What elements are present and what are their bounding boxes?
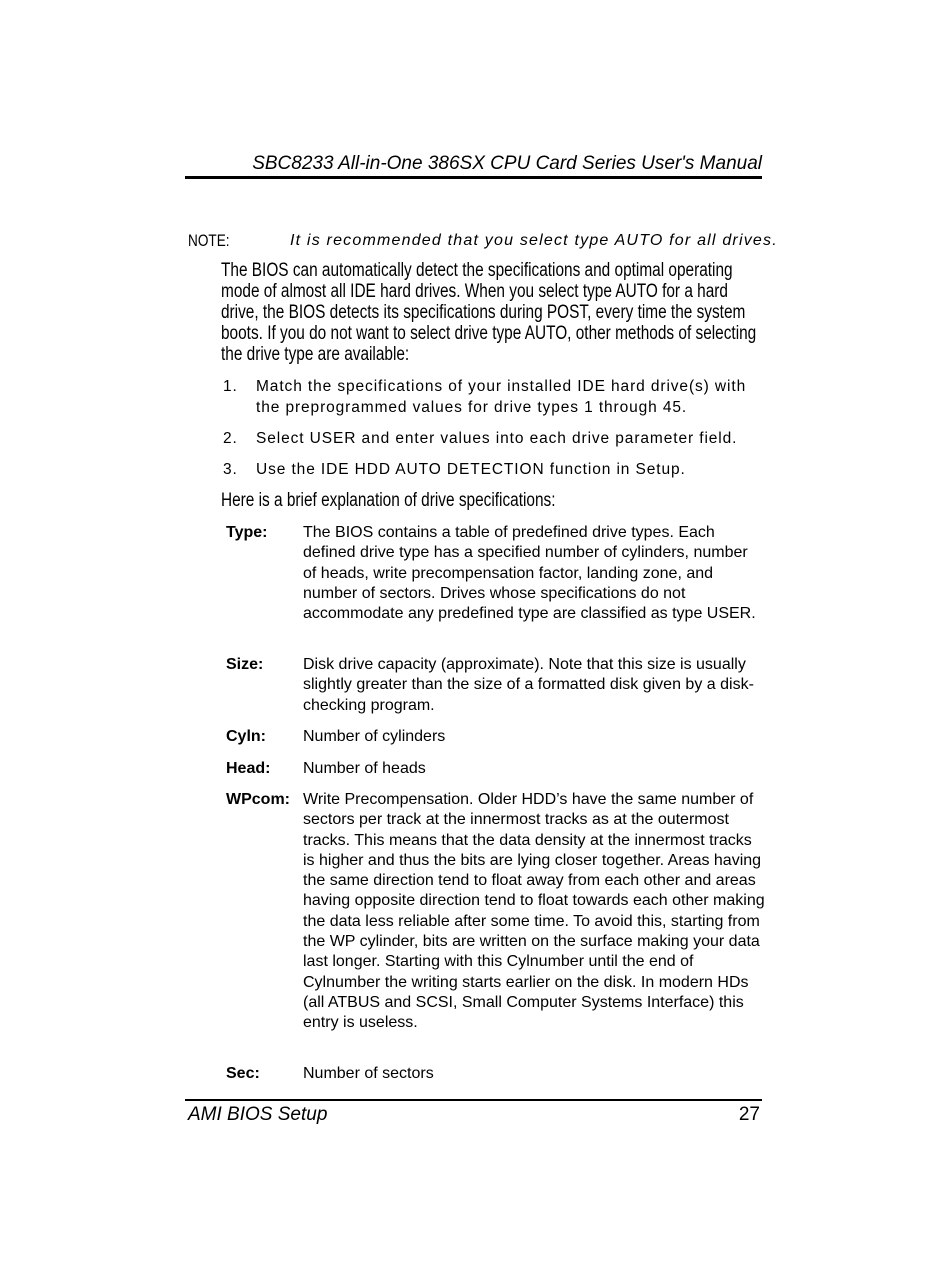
list-item-text: Use the IDE HDD AUTO DETECTION function in Setup.: [256, 461, 686, 478]
list-item-number: 1.: [223, 378, 238, 395]
list-item-text: Match the specifications of your installed IDE hard drive(s) with the preprogrammed values for drive types 1 through 45.: [256, 378, 747, 416]
spec-desc-wpcom: Write Precompensation. Older HDD’s have the same number of sectors per track at the innermost tracks as at the outermost tracks. This means that the data density at the innermost tracks is higher and thus the bits are lying closer together. Areas having the same direction tend to float away from each other and areas having opposite direction tend to float towards each other making the data less reliable after some time. To avoid this, starting from the WP cylinder, bits are written on the surface making your data last longer. Starting with this Cylnumber until the end of Cylnumber the writing starts earlier on the disk. In modern HDs (all ATBUS and SCSI, Small Computer Systems Interface) this entry is useless.: [303, 791, 765, 1032]
list-item-text: Select USER and enter values into each drive parameter field.: [256, 430, 738, 447]
note-text: It is recommended that you select type AUTO for all drives.: [290, 232, 778, 249]
spec-term-wpcom: WPcom:: [226, 791, 290, 808]
spec-intro: Here is a brief explanation of drive specifications:: [221, 490, 556, 511]
footer-rule: [185, 1099, 762, 1101]
spec-term-type: Type:: [226, 524, 268, 541]
page-number: 27: [738, 1104, 760, 1125]
spec-term-sec: Sec:: [226, 1065, 260, 1082]
list-item-number: 3.: [223, 461, 238, 478]
spec-desc-size: Disk drive capacity (approximate). Note that this size is usually slightly greater than the size of a formatted disk given by a disk-checking program.: [303, 656, 754, 714]
intro-paragraph: [221, 260, 768, 365]
list-item: [223, 376, 763, 418]
header-rule: [185, 176, 762, 179]
spec-term-cyln: Cyln:: [226, 728, 266, 745]
list-item: [223, 428, 763, 449]
spec-desc-sec: Number of sectors: [303, 1065, 434, 1082]
note-label: NOTE:: [188, 231, 230, 250]
list-item: [223, 459, 763, 480]
method-list: [223, 376, 763, 490]
spec-desc-type: The BIOS contains a table of predefined drive types. Each defined drive type has a specified number of cylinders, number of heads, write precompensation factor, landing zone, and number of sectors. Drives whose specifications do not accommodate any predefined type are classified as type USER.: [303, 524, 756, 623]
spec-term-head: Head:: [226, 760, 271, 777]
footer-section-title: AMI BIOS Setup: [188, 1104, 328, 1125]
running-header-title: SBC8233 All-in-One 386SX CPU Card Series User's Manual: [252, 153, 762, 174]
spec-desc-cyln: Number of cylinders: [303, 728, 446, 745]
spec-desc-head: Number of heads: [303, 760, 426, 777]
list-item-number: 2.: [223, 430, 238, 447]
spec-term-size: Size:: [226, 656, 264, 673]
intro-text: The BIOS can automatically detect the specifications and optimal operating mode of almost all IDE hard drives. When you select type AUTO for a hard drive, the BIOS detects its specifications during POST, every time the system boots. If you do not want to select drive type AUTO, other methods of selecting the drive type are available:: [221, 260, 757, 365]
